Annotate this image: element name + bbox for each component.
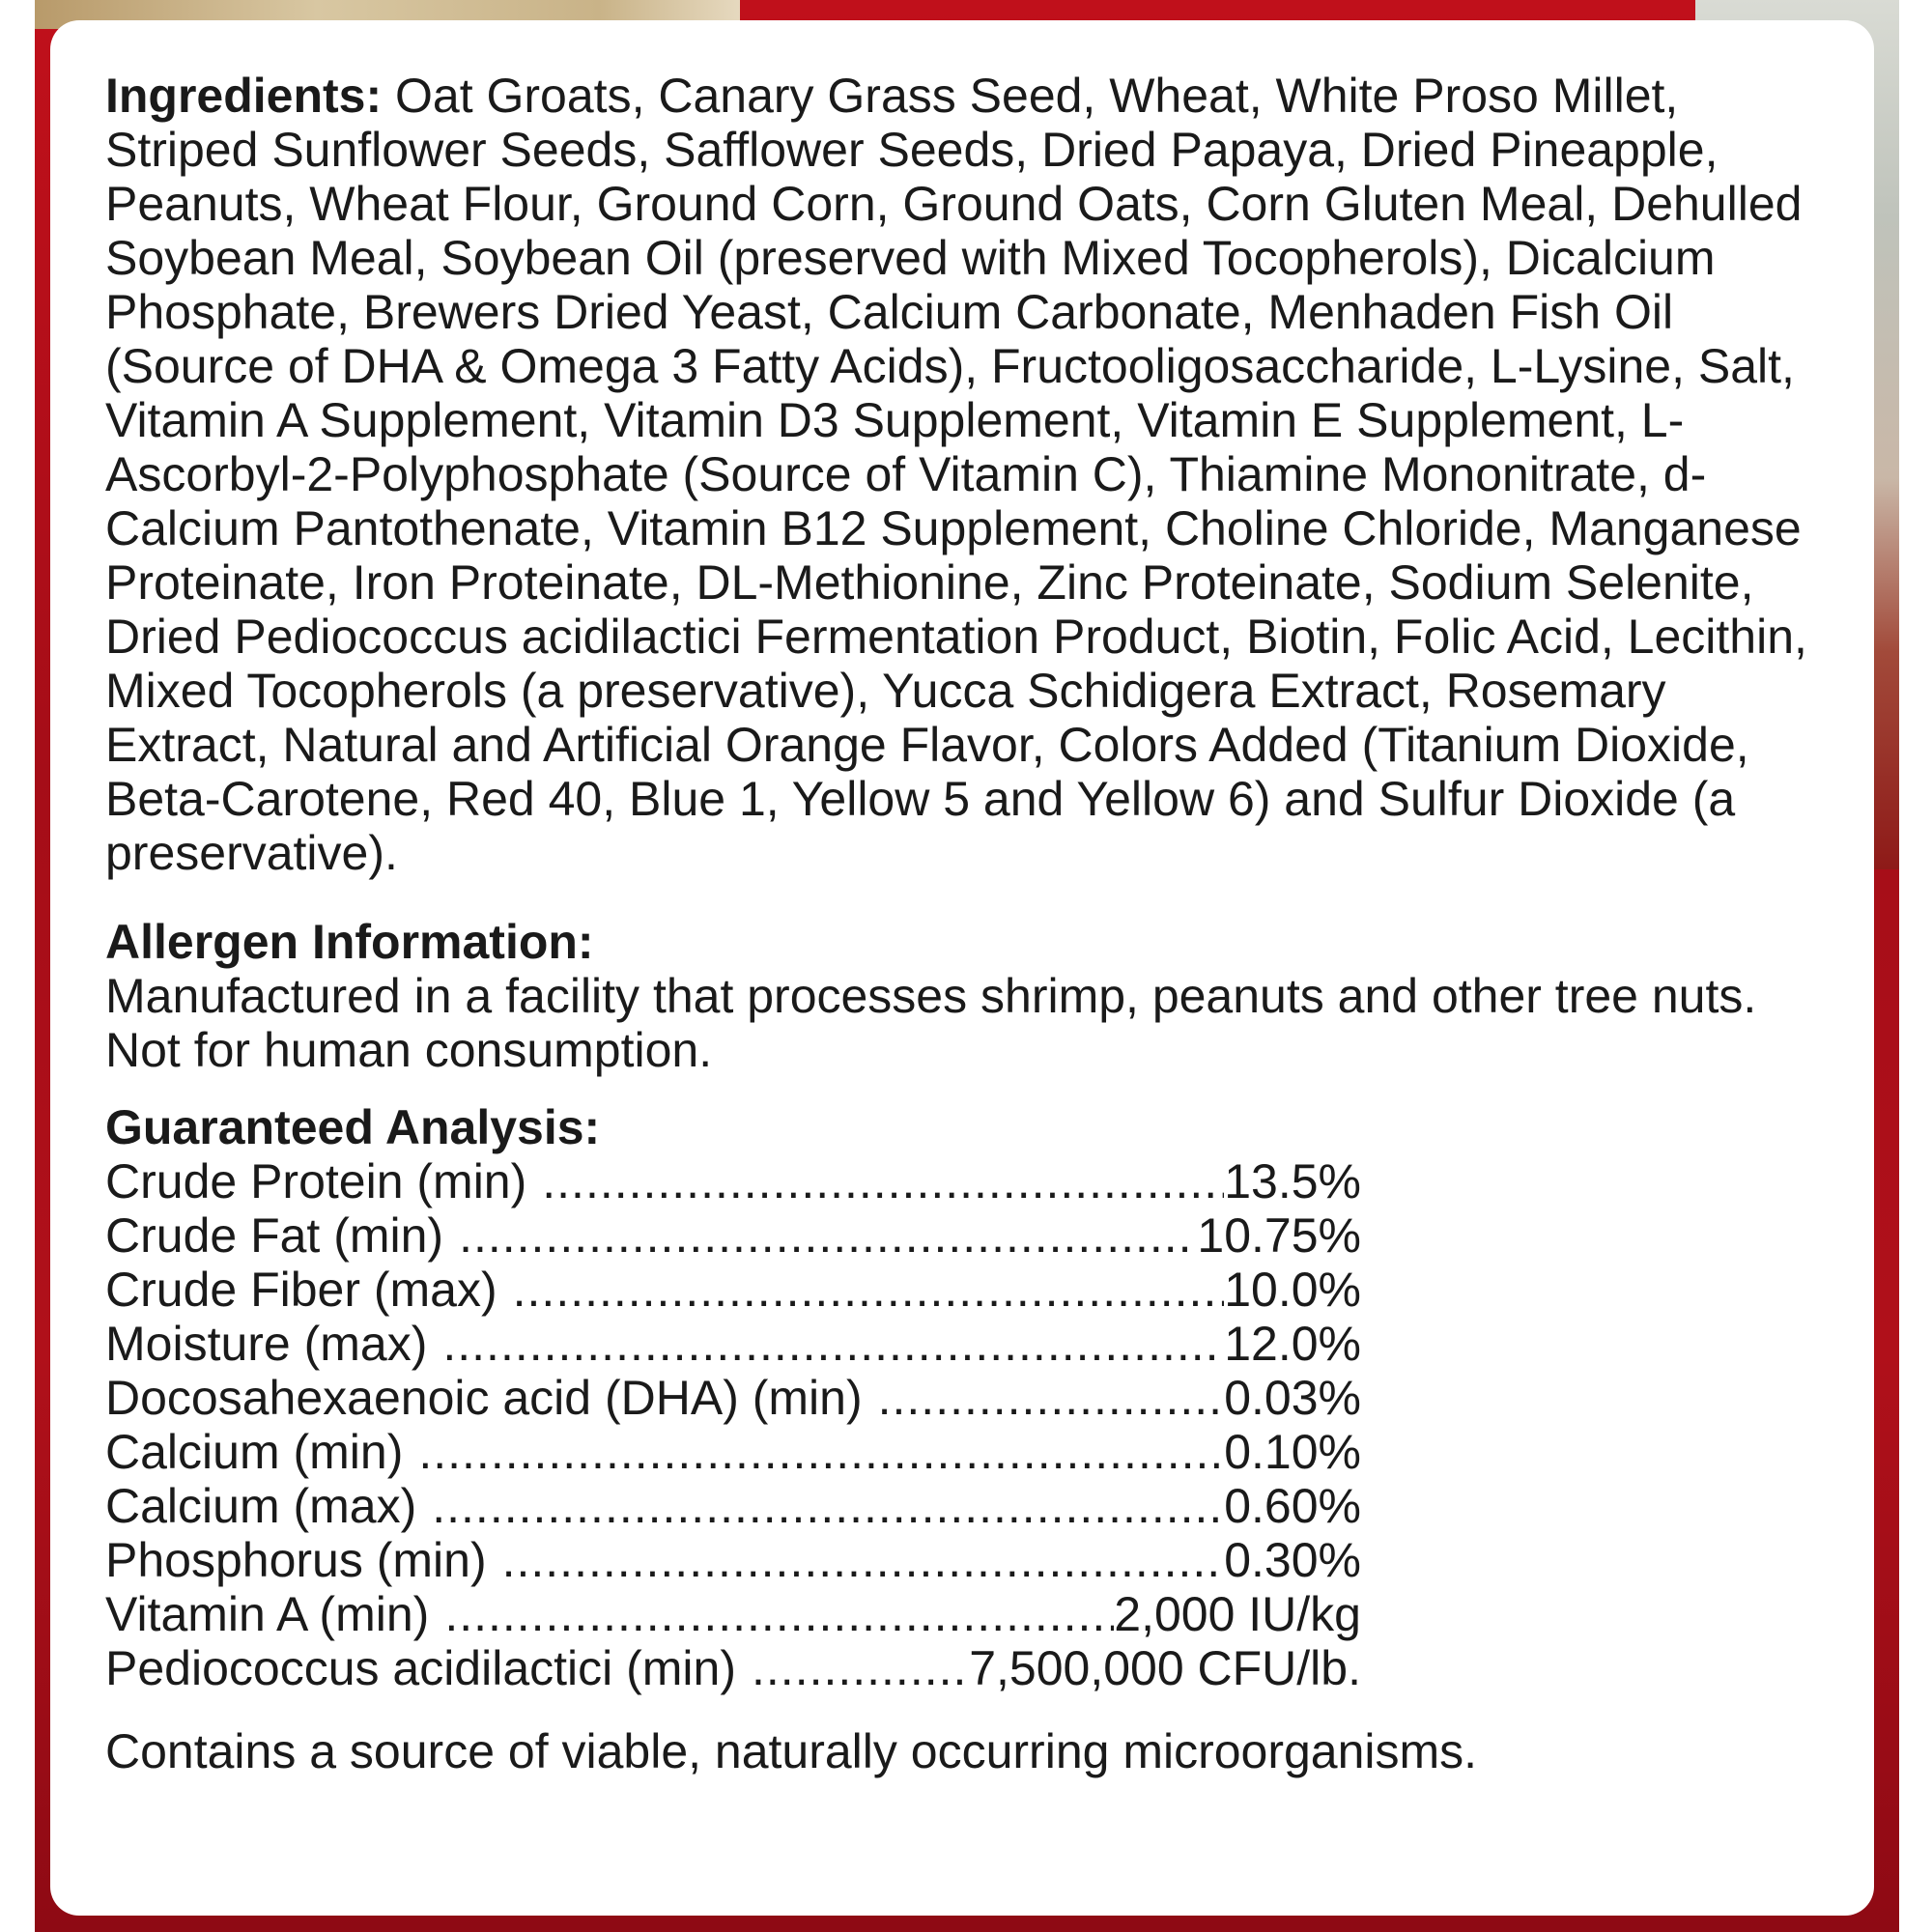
analysis-value: 10.0%: [1224, 1263, 1361, 1317]
analysis-row-calcium-max: [105, 1479, 1361, 1533]
dot-leader: [444, 1587, 1114, 1641]
dot-leader: [752, 1641, 969, 1695]
allergen-text: Manufactured in a facility that processes shrimp, peanuts and other tree nuts. Not for human consumption.: [105, 969, 1757, 1077]
analysis-value: 13.5%: [1224, 1154, 1361, 1208]
analysis-label: Crude Protein (min): [105, 1154, 527, 1208]
dot-leader: [542, 1154, 1224, 1208]
analysis-label: Pediococcus acidilactici (min): [105, 1641, 737, 1695]
analysis-row-dha: [105, 1371, 1361, 1425]
dot-leader: [442, 1317, 1224, 1371]
guaranteed-analysis-heading: Guaranteed Analysis:: [105, 1100, 601, 1154]
analysis-label: Calcium (min): [105, 1425, 404, 1479]
analysis-label: Phosphorus (min): [105, 1533, 487, 1587]
analysis-value: 0.10%: [1224, 1425, 1361, 1479]
analysis-row-phosphorus: [105, 1533, 1361, 1587]
guaranteed-analysis-section: [105, 1100, 1826, 1695]
analysis-label: Calcium (max): [105, 1479, 417, 1533]
analysis-value: 0.60%: [1224, 1479, 1361, 1533]
dot-leader: [432, 1479, 1224, 1533]
dot-leader: [502, 1533, 1225, 1587]
analysis-row-moisture: [105, 1317, 1361, 1371]
analysis-value: 0.30%: [1224, 1533, 1361, 1587]
analysis-row-pediococcus: [105, 1641, 1361, 1695]
analysis-row-vitamin-a: [105, 1587, 1361, 1641]
ingredients-label: Ingredients:: [105, 69, 383, 123]
dot-leader: [459, 1208, 1197, 1263]
analysis-row-crude-fiber: [105, 1263, 1361, 1317]
guaranteed-analysis-table: [105, 1154, 1826, 1695]
analysis-row-crude-fat: [105, 1208, 1361, 1263]
analysis-value: 2,000 IU/kg: [1114, 1587, 1361, 1641]
ingredients-label-card: [50, 20, 1874, 1916]
analysis-row-crude-protein: [105, 1154, 1361, 1208]
ingredients-paragraph: [105, 69, 1826, 880]
allergen-heading: Allergen Information:: [105, 915, 594, 969]
analysis-value: 10.75%: [1197, 1208, 1361, 1263]
analysis-label: Vitamin A (min): [105, 1587, 430, 1641]
analysis-row-calcium-min: [105, 1425, 1361, 1479]
microorganisms-note: Contains a source of viable, naturally occurring microorganisms.: [105, 1724, 1478, 1778]
analysis-label: Crude Fat (min): [105, 1208, 444, 1263]
allergen-section: [105, 915, 1826, 1077]
dot-leader: [513, 1263, 1225, 1317]
ingredients-text: Oat Groats, Canary Grass Seed, Wheat, White Proso Millet, Striped Sunflower Seeds, Safflower Seeds, Dried Papaya, Dried Pineapple, Peanuts, Wheat Flour, Ground Corn, Ground Oats, Corn Gluten Meal, Dehulled Soybean Meal, Soybean Oil (preserved with Mixed Tocopherols), Dicalcium Phosphate, Brewers Dried Yeast, Calcium Carbonate, Menhaden Fish Oil (Source of DHA & Omega 3 Fatty Acids), Fructooligosaccharide, L-Lysine, Salt, Vitamin A Supplement, Vitamin D3 Supplement, Vitamin E Supplement, L-Ascorbyl-2-Polyphosphate (Source of Vitamin C), Thiamine Mononitrate, d-Calcium Pantothenate, Vitamin B12 Supplement, Choline Chloride, Manganese Proteinate, Iron Proteinate, DL-Methionine, Zinc Proteinate, Sodium Selenite, Dried Pediococcus acidilactici Fermentation Product, Biotin, Folic Acid, Lecithin, Mixed Tocopherols (a preservative), Yucca Schidigera Extract, Rosemary Extract, Natural and Artificial Orange Flavor, Colors Added (Titanium Dioxide, Beta-Carotene, Red 40, Blue 1, Yellow 5 and Yellow 6) and Sulfur Dioxide (a preservative).: [105, 69, 1807, 880]
analysis-value: 7,500,000 CFU/lb.: [969, 1641, 1361, 1695]
dot-leader: [418, 1425, 1224, 1479]
analysis-label: Crude Fiber (max): [105, 1263, 497, 1317]
analysis-label: Docosahexaenoic acid (DHA) (min): [105, 1371, 863, 1425]
dot-leader: [878, 1371, 1225, 1425]
analysis-label: Moisture (max): [105, 1317, 428, 1371]
analysis-value: 0.03%: [1224, 1371, 1361, 1425]
analysis-value: 12.0%: [1224, 1317, 1361, 1371]
